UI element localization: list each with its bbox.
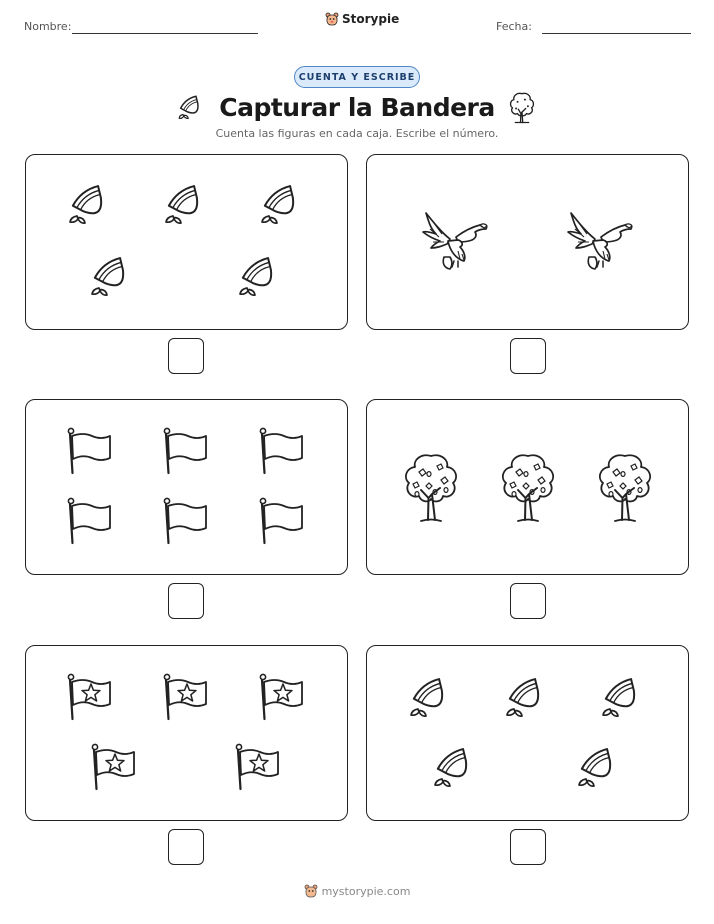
instructions: Cuenta las figuras en cada caja. Escribe el número. [215, 127, 499, 140]
tree-icon [593, 452, 657, 524]
star-flag-icon [90, 742, 140, 792]
footer-url: mystorypie.com [321, 884, 411, 898]
star-flag-icon [66, 672, 116, 722]
bandana-icon [88, 251, 138, 301]
star-flag-icon [234, 742, 284, 792]
star-flag-icon [258, 672, 308, 722]
answer-box-3[interactable] [168, 583, 204, 619]
activity-badge: CUENTA Y ESCRIBE [294, 66, 420, 88]
brand-name: Storypie [342, 12, 400, 26]
counting-box-6 [366, 645, 689, 821]
page-title: Capturar la Bandera [219, 92, 495, 122]
answer-box-6[interactable] [510, 829, 546, 865]
date-label: Fecha: [496, 20, 532, 33]
tree-icon [507, 90, 537, 124]
eagle-icon [420, 207, 490, 273]
flag-icon [66, 426, 116, 476]
bandana-icon [258, 179, 308, 229]
counting-box-3 [25, 399, 348, 575]
flag-icon [162, 426, 212, 476]
title-row [0, 90, 714, 124]
counting-box-2 [366, 154, 689, 330]
flag-icon [258, 496, 308, 546]
storypie-mascot-icon [304, 884, 318, 898]
storypie-mascot-icon [325, 12, 339, 26]
name-label: Nombre: [24, 20, 72, 33]
eagle-icon [565, 207, 635, 273]
answer-box-5[interactable] [168, 829, 204, 865]
bandana-icon [503, 672, 553, 722]
counting-box-4 [366, 399, 689, 575]
tree-icon [399, 452, 463, 524]
bandana-icon [599, 672, 649, 722]
answer-box-4[interactable] [510, 583, 546, 619]
flag-icon [258, 426, 308, 476]
counting-box-5 [25, 645, 348, 821]
counting-box-1 [25, 154, 348, 330]
bandana-icon [66, 179, 116, 229]
star-flag-icon [162, 672, 212, 722]
flag-icon [162, 496, 212, 546]
brand-logo [325, 12, 399, 26]
name-line[interactable] [72, 33, 258, 34]
bandana-icon [177, 92, 207, 122]
answer-box-1[interactable] [168, 338, 204, 374]
bandana-icon [236, 251, 286, 301]
answer-box-2[interactable] [510, 338, 546, 374]
flag-icon [66, 496, 116, 546]
tree-icon [496, 452, 560, 524]
date-line[interactable] [542, 33, 691, 34]
footer [0, 884, 714, 898]
bandana-icon [162, 179, 212, 229]
bandana-icon [431, 742, 481, 792]
bandana-icon [575, 742, 625, 792]
bandana-icon [407, 672, 457, 722]
